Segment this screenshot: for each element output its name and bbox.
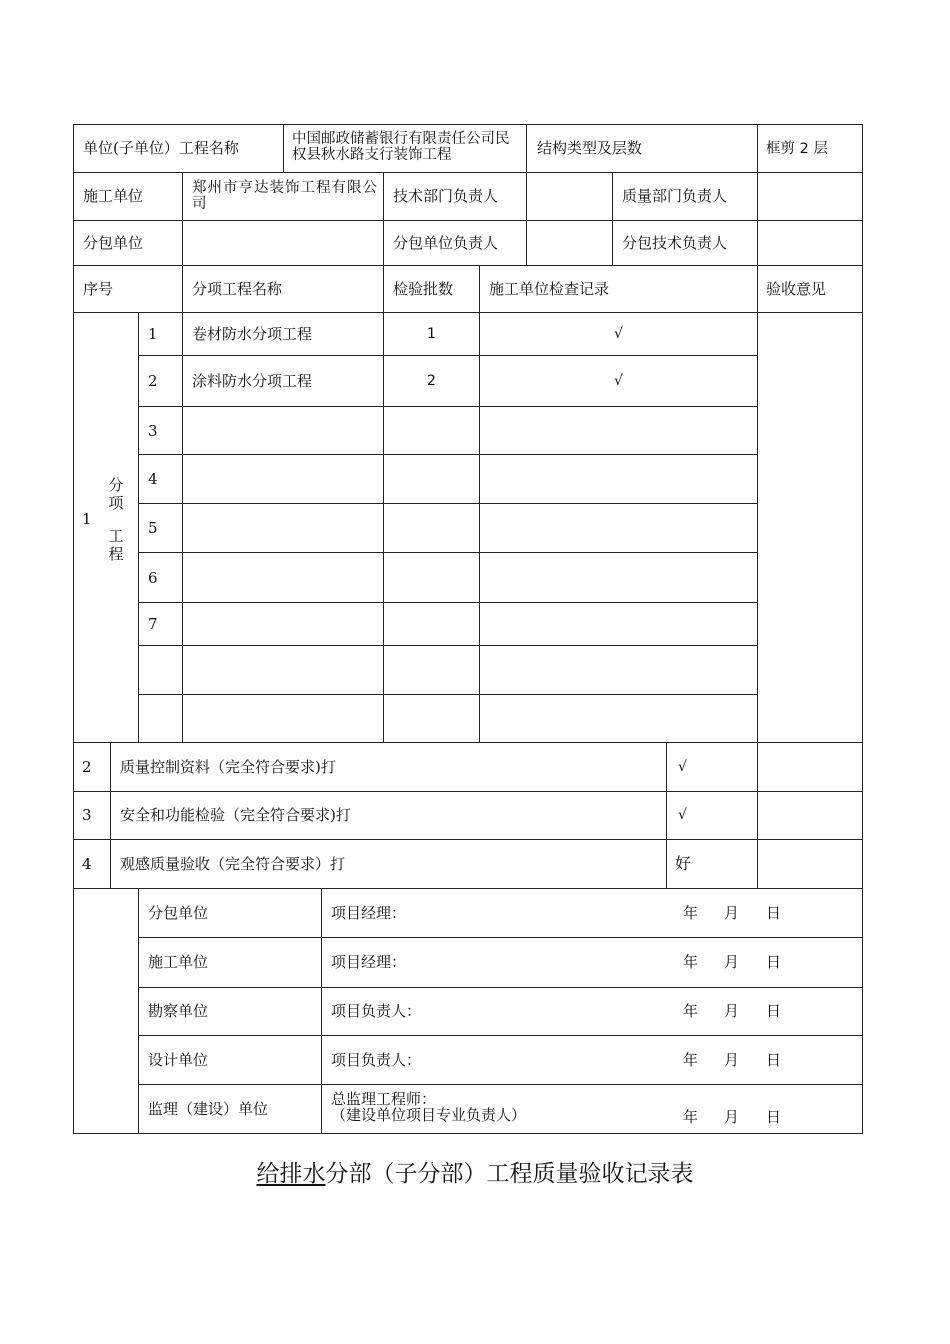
signature-unit: 监理（建设）单位 xyxy=(148,1100,269,1118)
signature-date-month: 月 xyxy=(724,1002,740,1020)
row-divider xyxy=(73,220,863,221)
col-divider xyxy=(757,312,758,742)
signature-date-month: 月 xyxy=(724,953,740,971)
col-divider xyxy=(666,742,667,888)
item-row-no: 1 xyxy=(148,325,158,343)
col-divider xyxy=(757,742,758,888)
table-border-right xyxy=(862,124,863,1134)
col-divider xyxy=(138,888,139,1133)
col-divider xyxy=(182,312,183,742)
signature-date-day: 日 xyxy=(766,1108,782,1126)
item-row-no: 5 xyxy=(148,519,158,537)
item-row-count: 1 xyxy=(427,326,436,342)
section-label-char: 程 xyxy=(108,545,124,563)
col-divider xyxy=(321,888,322,1133)
row-divider xyxy=(73,312,863,313)
col-divider xyxy=(757,265,758,312)
signature-role-line2: （建设单位项目专业负责人） xyxy=(331,1106,527,1124)
signature-date-day: 日 xyxy=(766,904,782,922)
check-row-no: 2 xyxy=(82,758,92,776)
check-row-label: 观感质量验收（完全符合要求）打 xyxy=(120,855,346,873)
row-divider xyxy=(138,694,757,695)
col-divider xyxy=(383,265,384,312)
project-name-label: 单位(子单位）工程名称 xyxy=(83,139,239,157)
row-divider xyxy=(138,355,757,356)
signature-date-day: 日 xyxy=(766,953,782,971)
signature-role: 项目负责人： xyxy=(331,1051,422,1069)
signature-role: 总监理工程师： xyxy=(331,1090,437,1108)
row-divider xyxy=(138,987,863,988)
construction-unit-value: 郑州市亨达装饰工程有限公司 xyxy=(192,180,378,212)
signature-date-year: 年 xyxy=(683,1108,699,1126)
item-row-no: 4 xyxy=(148,470,158,488)
signature-date-month: 月 xyxy=(724,1108,740,1126)
sub-unit-head-label: 分包单位负责人 xyxy=(393,234,499,252)
col-divider xyxy=(138,312,139,742)
signature-role: 项目经理： xyxy=(331,904,407,922)
signature-date-day: 日 xyxy=(766,1002,782,1020)
table-border-bottom xyxy=(73,1133,863,1134)
col-divider xyxy=(383,172,384,265)
col-header-seq: 序号 xyxy=(83,280,114,298)
row-divider xyxy=(138,454,757,455)
col-divider xyxy=(757,124,758,172)
item-row-count: 2 xyxy=(427,373,436,389)
signature-role: 项目负责人： xyxy=(331,1002,422,1020)
row-divider xyxy=(73,172,863,173)
row-divider xyxy=(73,888,863,889)
signature-date-month: 月 xyxy=(724,904,740,922)
construction-unit-label: 施工单位 xyxy=(83,187,144,205)
col-divider xyxy=(612,172,613,265)
signature-date-year: 年 xyxy=(683,953,699,971)
signature-date-month: 月 xyxy=(724,1051,740,1069)
signature-role: 项目经理： xyxy=(331,953,407,971)
row-divider xyxy=(138,602,757,603)
signature-date-day: 日 xyxy=(766,1051,782,1069)
signature-date-year: 年 xyxy=(683,904,699,922)
item-row-no: 2 xyxy=(148,372,158,390)
col-divider xyxy=(110,742,111,888)
project-name-value: 中国邮政储蓄银行有限责任公司民权县秋水路支行装饰工程 xyxy=(292,131,510,163)
title-rest: 分部（子分部）工程质量验收记录表 xyxy=(325,1161,694,1187)
row-divider xyxy=(138,645,757,646)
row-divider xyxy=(73,742,863,743)
row-divider xyxy=(138,1084,863,1085)
signature-unit: 施工单位 xyxy=(148,953,209,971)
structure-value: 框剪 2 层 xyxy=(766,141,828,157)
item-row-record: √ xyxy=(614,326,623,342)
structure-label: 结构类型及层数 xyxy=(537,139,643,157)
check-row-no: 4 xyxy=(82,855,92,873)
signature-date-year: 年 xyxy=(683,1051,699,1069)
check-row-label: 质量控制资料（完全符合要求)打 xyxy=(120,758,336,776)
row-divider xyxy=(138,406,757,407)
row-divider xyxy=(138,1035,863,1036)
item-row-no: 7 xyxy=(148,615,158,633)
document-title xyxy=(0,1155,950,1188)
col-divider xyxy=(526,172,527,265)
item-row-name: 卷材防水分项工程 xyxy=(192,325,313,343)
col-header-acceptance: 验收意见 xyxy=(766,280,827,298)
col-divider xyxy=(182,265,183,312)
table-border-left xyxy=(73,124,74,1134)
row-divider xyxy=(138,937,863,938)
signature-unit: 分包单位 xyxy=(148,904,209,922)
title-underlined-part: 给排水 xyxy=(256,1161,326,1187)
col-divider xyxy=(757,172,758,265)
col-header-check-record: 施工单位检查记录 xyxy=(489,280,610,298)
row-divider xyxy=(73,791,863,792)
sub-tech-head-label: 分包技术负责人 xyxy=(622,234,728,252)
check-row-value: √ xyxy=(678,807,687,823)
col-divider xyxy=(479,265,480,312)
check-row-value: 好 xyxy=(675,854,692,873)
table-border-top xyxy=(73,124,863,125)
col-divider xyxy=(526,124,527,172)
item-row-name: 涂料防水分项工程 xyxy=(192,372,313,390)
row-divider xyxy=(73,265,863,266)
item-row-no: 6 xyxy=(148,569,158,587)
row-divider xyxy=(138,503,757,504)
col-divider xyxy=(283,124,284,172)
check-row-label: 安全和功能检验（完全符合要求)打 xyxy=(120,806,351,824)
row-divider xyxy=(73,839,863,840)
row-divider xyxy=(138,552,757,553)
signature-unit: 设计单位 xyxy=(148,1051,209,1069)
item-row-record: √ xyxy=(614,373,623,389)
check-row-no: 3 xyxy=(82,806,92,824)
tech-head-label: 技术部门负责人 xyxy=(393,187,499,205)
col-header-batch-count: 检验批数 xyxy=(393,280,454,298)
check-row-value: √ xyxy=(678,759,687,775)
section-label-char: 工 xyxy=(108,527,124,545)
signature-date-year: 年 xyxy=(683,1002,699,1020)
col-header-item-name: 分项工程名称 xyxy=(192,280,283,298)
col-divider xyxy=(182,172,183,265)
item-row-no: 3 xyxy=(148,422,158,440)
section-label-char: 项 xyxy=(108,494,124,512)
section-number: 1 xyxy=(82,510,92,528)
section-label-char: 分 xyxy=(108,476,124,494)
signature-unit: 勘察单位 xyxy=(148,1002,209,1020)
quality-head-label: 质量部门负责人 xyxy=(622,187,728,205)
sub-unit-label: 分包单位 xyxy=(83,234,144,252)
